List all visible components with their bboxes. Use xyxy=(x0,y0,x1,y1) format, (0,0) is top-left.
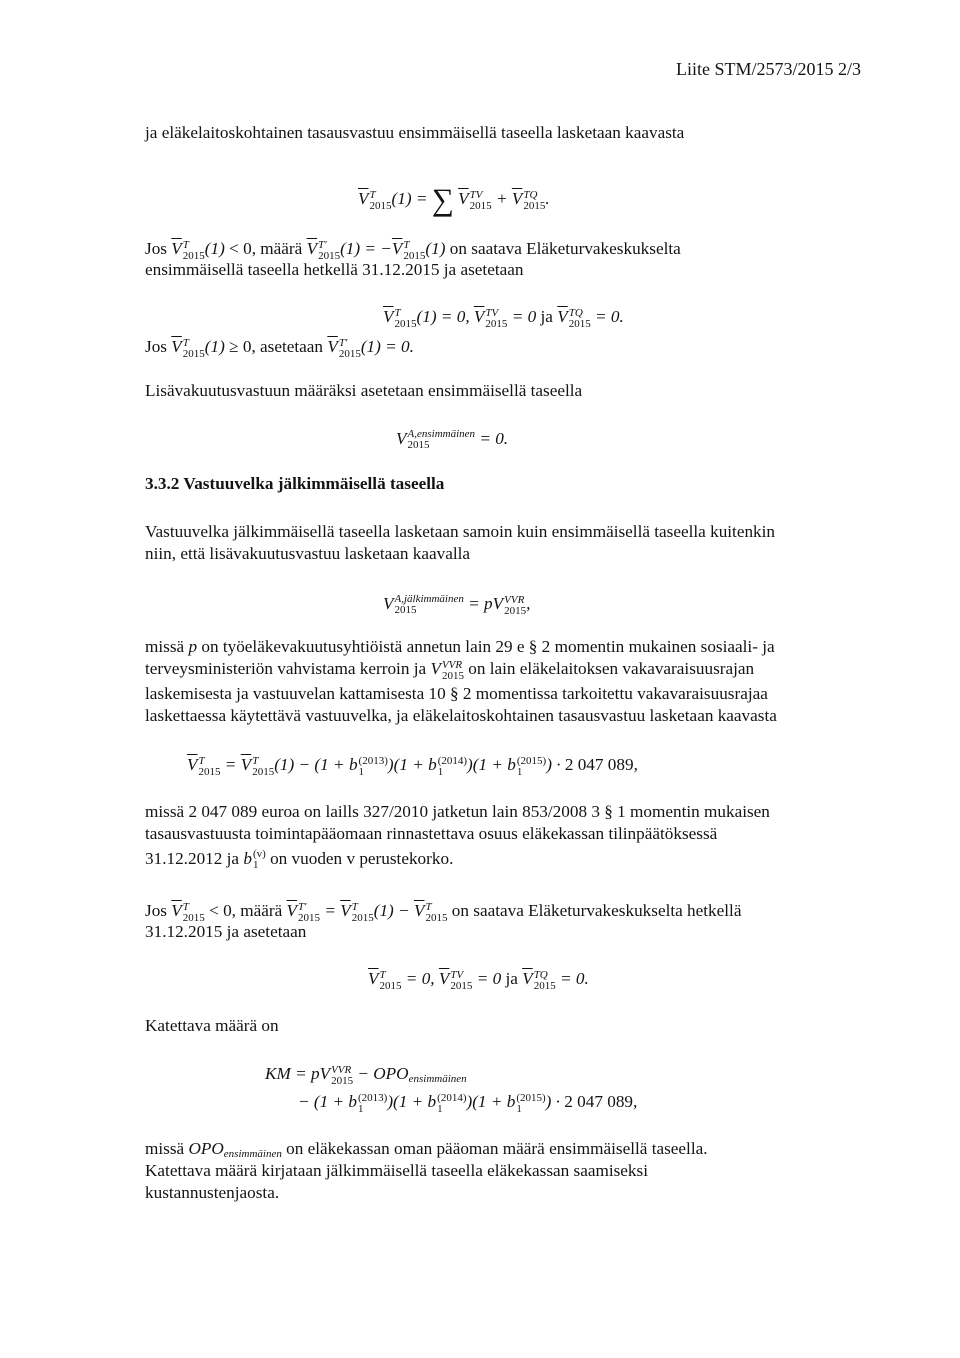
text-jos: Jos xyxy=(145,239,167,258)
formula-km-line2: − (1 + b (2013) 1 )(1 + b (2014) 1 )(1 + b (2015) 1 ) · 2 047 089, xyxy=(298,1092,638,1115)
paragraph-intro: ja eläkelaitoskohtainen tasausvastuu ensimmäisellä taseella lasketaan kaavasta xyxy=(145,123,685,142)
text-p-definition: on työeläkevakuutusyhtiöistä annetun lain 29 e § 2 momentin mukainen sosiaali- ja xyxy=(201,637,775,656)
paragraph-constant-line2: tasausvastuusta toimintapääomaan rinnastettava osuus eläkekassan tilinpäätöksessä xyxy=(145,824,718,843)
text-jos-2: Jos xyxy=(145,337,167,356)
text-on-saatava-2: on saatava Eläketurvakeskukselta hetkellä xyxy=(451,901,742,920)
paragraph-missa-p-line1: missä p on työeläkevakuutusyhtiöistä annetun lain 29 e § 2 momentin mukainen sosiaali- ja xyxy=(145,637,775,656)
formula-vt: $\overline{V}$ T 2015 = $\overline{V}$ T 2015 (1) − (1 + b (2013) 1 )(1 + b (2014) 1 )(1 + b (2015) 1 ) · 2 047 089, xyxy=(187,755,638,778)
paragraph-positive-case: Jos $\overline{V}$ T 2015 (1) ≥ 0, asetetaan $\overline{V}$ T′ 2015 (1) = 0. xyxy=(145,337,414,360)
text-vvr-definition: on lain eläkelaitoksen vakavaraisuusrajan xyxy=(468,659,755,678)
formula-zero: $\overline{V}$ T 2015 (1) = 0, $\overline{V}$ TV 2015 = 0 ja $\overline{V}$ TQ 2015 = 0. xyxy=(383,307,624,330)
text-missa: missä xyxy=(145,637,185,656)
text-missa-2: missä xyxy=(145,1139,185,1158)
paragraph-missa-p-line4: laskettaessa käytettävä vastuuvelka, ja eläkelaitoskohtainen tasausvastuu lasketaan kaavasta xyxy=(145,706,777,725)
text-date: 31.12.2012 ja xyxy=(145,849,240,868)
text-opo-definition: on eläkekassan oman pääoman määrä ensimmäisellä taseella. xyxy=(286,1139,708,1158)
paragraph-constant-line3: 31.12.2012 ja b (v) 1 on vuoden v perustekorko. xyxy=(145,848,454,871)
paragraph-lisavakuutus: Lisävakuutusvastuun määräksi asetetaan ensimmäisellä taseella xyxy=(145,381,583,400)
text-perustekorko: on vuoden v perustekorko. xyxy=(270,849,454,868)
paragraph-opo-line1: missä $OPO_{ensimmäinen}$ on eläkekassan oman pääoman määrä ensimmäisellä taseella. xyxy=(145,1139,708,1160)
text-maara: < 0, määrä xyxy=(229,239,303,258)
text-kerroin: terveysministeriön vahvistama kerroin ja xyxy=(145,659,427,678)
paragraph-negative-case-line2: ensimmäisellä taseella hetkellä 31.12.2015 ja asetetaan xyxy=(145,260,524,279)
paragraph-opo-line2: Katettava määrä kirjataan jälkimmäisellä taseella eläkekassan saamiseksi xyxy=(145,1161,648,1180)
page-reference: Liite STM/2573/2015 2/3 xyxy=(676,59,862,79)
formula-a-first: V A,ensimmäinen 2015 = 0. xyxy=(396,428,509,451)
formula-zero-2: $\overline{V}$ T 2015 = 0, $\overline{V}$ TV 2015 = 0 ja $\overline{V}$ TQ 2015 = 0. xyxy=(368,969,589,992)
paragraph-jalkimmainen-line1: Vastuuvelka jälkimmäisellä taseella lasketaan samoin kuin ensimmäisellä taseella kuitenkin xyxy=(145,522,776,541)
section-heading: 3.3.2 Vastuuvelka jälkimmäisellä taseella xyxy=(145,474,445,493)
paragraph-jalkimmainen-line2: niin, että lisävakuutusvastuu lasketaan kaavalla xyxy=(145,544,471,563)
paragraph-missa-p-line3: laskemisesta ja vastuuvelan kattamisesta 10 § 2 momentissa tarkoitettu vakavaraisuusrajaa xyxy=(145,684,768,703)
text-on-saatava: on saatava Eläketurvakeskukselta xyxy=(449,239,681,258)
paragraph-katettava: Katettava määrä on xyxy=(145,1016,279,1035)
paragraph-negative-case-2: Jos $\overline{V}$ T 2015 < 0, määrä $\overline{V}$ T′ 2015 = $\overline{V}$ T 2015 $(1) - \overline{V}$ T 2015 on saatava Eläketurvakeskukselta hetkellä xyxy=(145,901,742,924)
paragraph-constant-line1: missä 2 047 089 euroa on laills 327/2010 jatketun lain 853/2008 3 § 1 momentin mukaisen xyxy=(145,802,770,821)
formula-km-line1: KM = pV VVR 2015 − $OPO_{ensimmäinen}$ xyxy=(265,1064,467,1087)
text-jos-3: Jos xyxy=(145,901,167,920)
paragraph-missa-p-line2: terveysministeriön vahvistama kerroin ja V VVR 2015 on lain eläkelaitoksen vakavaraisuusrajan xyxy=(145,659,755,682)
formula-a-last: V A,jälkimmäinen 2015 = pV VVR 2015 , xyxy=(383,593,531,617)
formula-sum: $\overline{V}$ T 2015 (1) = ∑ $\overline{V}$ TV 2015 + $\overline{V}$ TQ 2015 . xyxy=(358,182,550,217)
constant-value-2: 2 047 089, xyxy=(564,1092,638,1111)
paragraph-opo-line3: kustannustenjaosta. xyxy=(145,1183,280,1202)
constant-value: 2 047 089, xyxy=(564,755,638,774)
paragraph-negative-case-2-line2: 31.12.2015 ja asetetaan xyxy=(145,922,307,941)
paragraph-negative-case: Jos $\overline{V}$ T 2015 (1) < 0, määrä $\overline{V}$ T′ 2015 $(1) = -\overline{V}$ T 2015 (1) on saatava Eläketurvakeskukselta xyxy=(145,239,681,262)
text-maara-2: < 0, määrä xyxy=(209,901,283,920)
text-asetetaan: ≥ 0, asetetaan xyxy=(229,337,324,356)
